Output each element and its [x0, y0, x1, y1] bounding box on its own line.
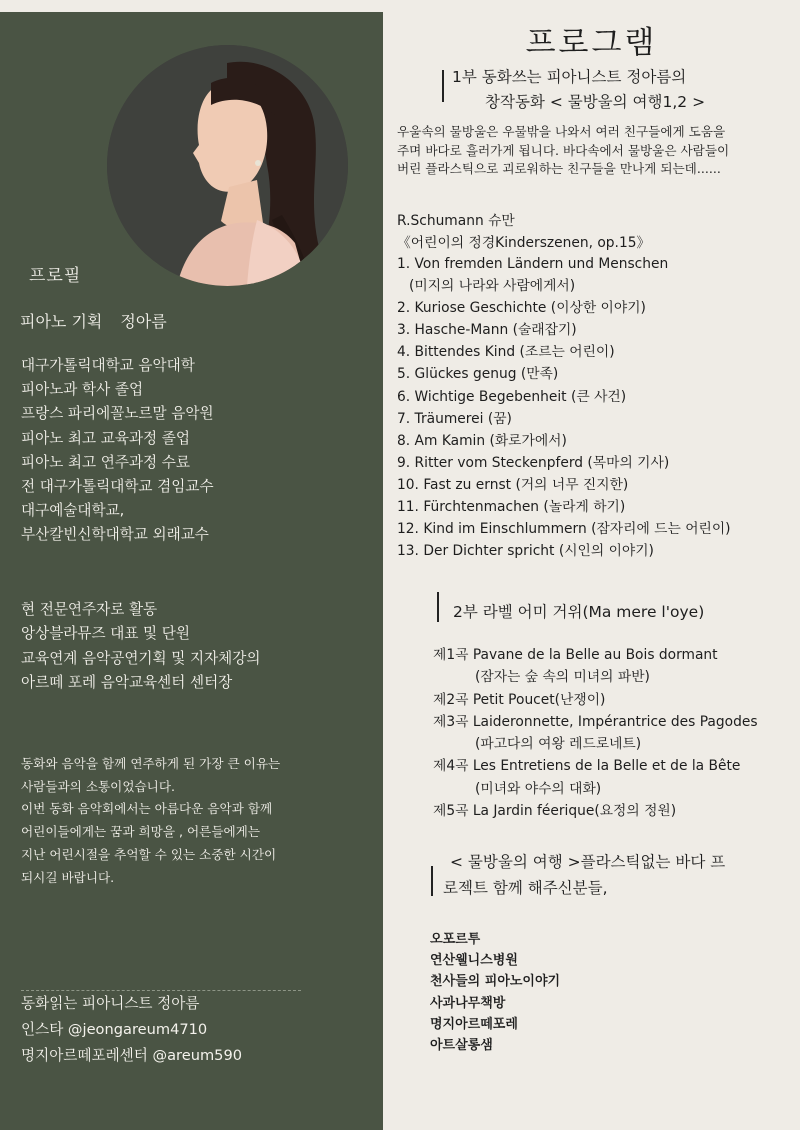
intro-line: 우울속의 물방울은 우물밖을 나와서 여러 친구들에게 도움을	[397, 124, 726, 139]
piece-item: 7. Träumerei (꿈)	[397, 410, 512, 427]
profile-role: 피아노 기획	[20, 312, 103, 331]
piece-item-subtitle: (미녀와 야수의 대화)	[475, 780, 602, 797]
activities-list	[21, 598, 260, 695]
education-item: 대구가톨릭대학교 음악대학	[21, 357, 195, 374]
activity-item: 앙상블라뮤즈 대표 및 단원	[21, 625, 190, 643]
part1-title-line1: 1부 동화쓰는 피아니스트 정아름의	[452, 68, 687, 86]
contact-item: 명지아르떼포레센터 @areum590	[21, 1047, 243, 1064]
piece-item: 6. Wichtige Begebenheit (큰 사건)	[397, 388, 627, 405]
education-item: 피아노 최고 교육과정 졸업	[21, 429, 190, 447]
profile-heading: 프로필	[29, 266, 82, 286]
program-title-text: 프로그램	[525, 25, 658, 61]
piece-item-subtitle: (미지의 나라와 사람에게서)	[409, 278, 576, 295]
piece-item: 12. Kind im Einschlummern (잠자리에 드는 어린이)	[397, 521, 731, 538]
greeting-message	[21, 753, 280, 889]
part1-section-bar	[442, 70, 444, 102]
intro-line: 주며 바다로 흘러가게 됩니다. 바다속에서 물방울은 사람들이	[397, 142, 730, 158]
piece-item-subtitle: (잠자는 숲 속의 미녀의 파반)	[475, 669, 650, 686]
piece-item: 제3곡 Laideronnette, Impérantrice des Pagodes	[433, 713, 758, 730]
piece-item: 3. Hasche-Mann (술래잡기)	[397, 322, 577, 339]
piece-item: 제1곡 Pavane de la Belle au Bois dormant	[433, 647, 718, 663]
piece-item: 8. Am Kamin (화로가에서)	[397, 432, 567, 449]
piece-item: 5. Glückes genug (만족)	[397, 366, 559, 383]
story-intro	[397, 123, 729, 179]
sponsors-section-bar	[431, 866, 433, 896]
sponsors-heading-line2: 로젝트 함께 해주신분들,	[443, 879, 608, 897]
education-list	[21, 354, 214, 548]
activity-item: 아르떼 포레 음악교육센터 센터장	[21, 673, 233, 691]
message-line: 어린이들에게는 꿈과 희망을 , 어른들에게는	[21, 824, 260, 840]
pianist-portrait	[107, 45, 348, 286]
sponsors-heading-line1: < 물방울의 여행 >플라스틱없는 바다 프	[450, 853, 726, 871]
sponsor-item: 명지아르떼포레	[430, 1016, 518, 1032]
education-item: 프랑스 파리에꼴노르말 음악원	[21, 405, 214, 423]
schumann-pieces-list	[397, 253, 731, 562]
piece-item: 1. Von fremden Ländern und Menschen	[397, 256, 669, 272]
message-line: 이번 동화 음악회에서는 아름다운 음악과 함께	[21, 801, 273, 817]
piece-item: 11. Fürchtenmachen (놀라게 하기)	[397, 499, 626, 516]
piece-item: 2. Kuriose Geschichte (이상한 이야기)	[397, 300, 646, 317]
sponsor-item: 연산웰니스병원	[430, 953, 518, 969]
profile-panel	[0, 12, 383, 1130]
piece-item: 10. Fast zu ernst (거의 너무 진지한)	[397, 476, 629, 493]
profile-role-line	[20, 309, 167, 332]
piece-item: 13. Der Dichter spricht (시인의 이야기)	[397, 543, 654, 560]
work-title: 《어린이의 정경Kinderszenen, op.15》	[397, 235, 651, 251]
composer-name: R.Schumann 슈만	[397, 213, 515, 229]
sponsors-list	[430, 929, 560, 1056]
sponsor-item: 사과나무책방	[430, 995, 506, 1011]
profile-name: 정아름	[120, 312, 167, 331]
activity-item: 현 전문연주자로 활동	[21, 601, 158, 618]
sponsor-item: 천사들의 피아노이야기	[430, 974, 561, 990]
part1-title-line2: 창작동화 < 물방울의 여행1,2 >	[485, 93, 706, 111]
intro-line: 버린 플라스틱으로 괴로워하는 친구들을 만나게 되는데......	[397, 161, 721, 177]
contact-item: 인스타 @jeongareum4710	[21, 1021, 208, 1038]
education-item: 피아노과 학사 졸업	[21, 381, 144, 399]
education-item: 대구예술대학교,	[21, 502, 125, 520]
piece-item-subtitle: (파고다의 여왕 레드로네트)	[475, 736, 642, 753]
contacts-list	[21, 991, 242, 1069]
message-line: 동화와 음악을 함께 연주하게 된 가장 큰 이유는	[21, 756, 281, 771]
education-item: 부산칼빈신학대학교 외래교수	[21, 526, 209, 544]
part2-section-bar	[437, 592, 439, 622]
piece-item: 제2곡 Petit Poucet(난쟁이)	[433, 691, 606, 708]
piece-item: 제5곡 La Jardin féerique(요정의 정원)	[433, 803, 677, 820]
program-title	[0, 17, 800, 62]
piece-item: 4. Bittendes Kind (조르는 어린이)	[397, 344, 615, 361]
message-line: 사람들과의 소통이었습니다.	[21, 778, 175, 794]
sponsor-item: 아트살롱샘	[430, 1038, 493, 1054]
education-item: 전 대구가톨릭대학교 겸임교수	[21, 478, 214, 496]
contact-item: 동화읽는 피아니스트 정아름	[21, 995, 200, 1012]
message-line: 되시길 바랍니다.	[21, 869, 115, 885]
education-item: 피아노 최고 연주과정 수료	[21, 453, 190, 471]
sponsor-item: 오포르투	[430, 932, 481, 947]
portrait-illustration	[107, 45, 348, 286]
activity-item: 교육연계 음악공연기획 및 지자체강의	[21, 649, 261, 667]
piece-item: 제4곡 Les Entretiens de la Belle et de la Bête	[433, 758, 741, 775]
part2-title: 2부 라벨 어미 거위(Ma mere l'oye)	[453, 603, 705, 621]
piece-item: 9. Ritter vom Steckenpferd (목마의 기사)	[397, 454, 670, 471]
ravel-pieces-list	[433, 644, 758, 822]
message-line: 지난 어린시절을 추억할 수 있는 소중한 시간이	[21, 846, 277, 862]
